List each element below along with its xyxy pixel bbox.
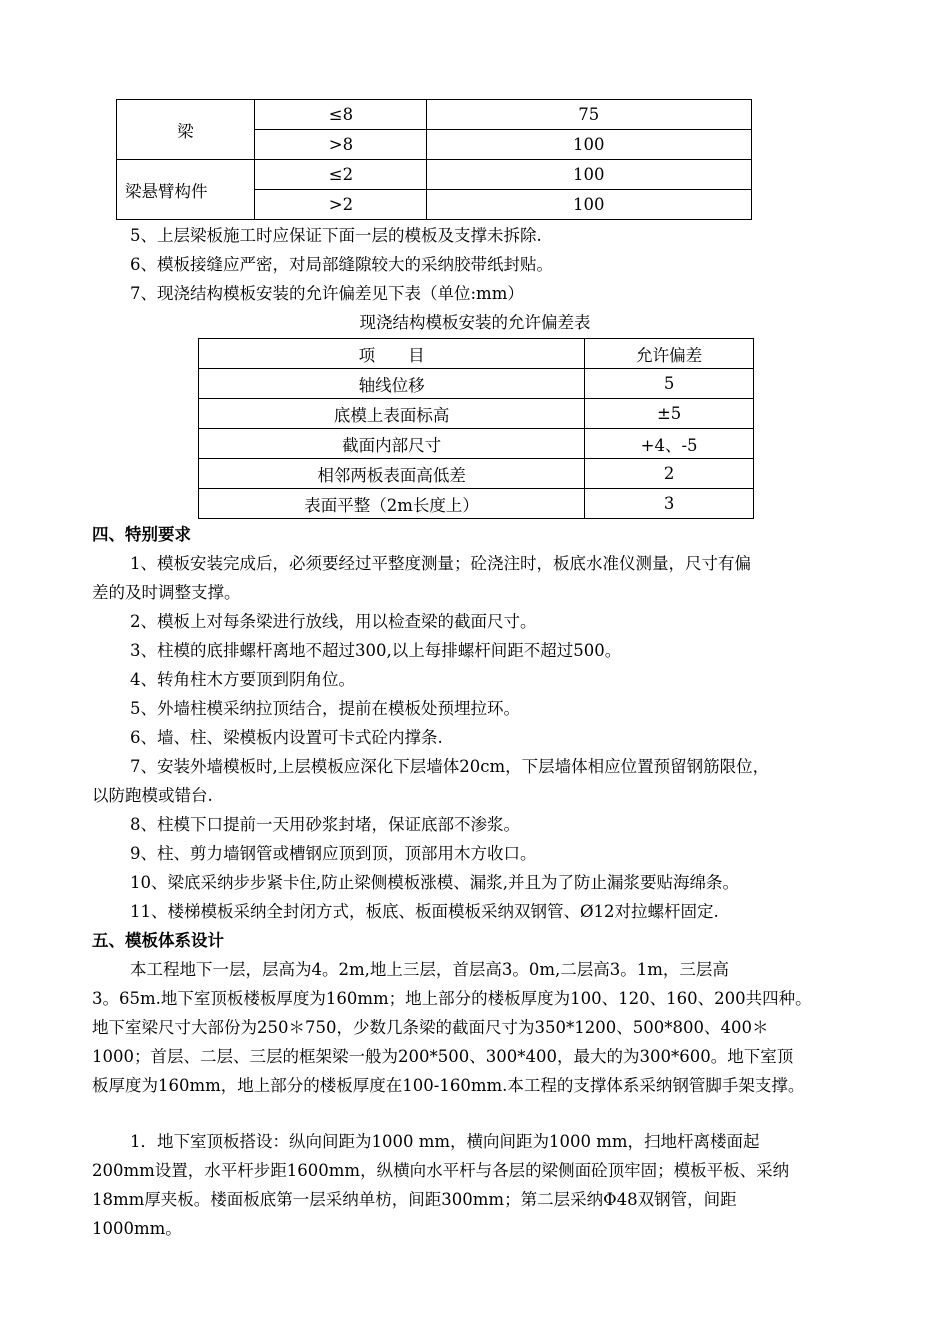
- item-cell: 底模上表面标高: [199, 399, 585, 429]
- paragraph-line: 1000；首层、二层、三层的框架梁一般为200*500、300*400，最大的为300*600。地下室顶: [92, 1047, 794, 1066]
- tolerance-cell: ±5: [585, 399, 754, 429]
- paragraph-line: 差的及时调整支撑。: [92, 583, 241, 602]
- paragraph-line: 10、梁底采纳步步紧卡住,防止梁侧模板涨模、漏浆,并且为了防止漏浆要贴海绵条。: [130, 873, 739, 892]
- header-item: 项 目: [199, 339, 585, 369]
- table-row: [199, 459, 754, 489]
- value-cell: 100: [426, 130, 751, 160]
- table-caption: 现浇结构模板安装的允许偏差表: [359, 313, 591, 332]
- paragraph-line: 8、柱模下口提前一天用砂浆封堵，保证底部不渗浆。: [130, 815, 520, 834]
- table-row: [199, 399, 754, 429]
- paragraph-line: 2、模板上对每条梁进行放线，用以检查梁的截面尺寸。: [130, 612, 537, 631]
- span-cell: ≤2: [254, 160, 426, 190]
- value-cell: 100: [426, 160, 751, 190]
- member-cell: 梁悬臂构件: [117, 160, 255, 220]
- section-heading: 五、模板体系设计: [92, 931, 224, 950]
- item-cell: 截面内部尺寸: [199, 429, 585, 459]
- span-cell: >8: [254, 130, 426, 160]
- paragraph-line: 1000mm。: [92, 1219, 182, 1238]
- table-row: [199, 489, 754, 519]
- spacing-table: [116, 99, 752, 220]
- span-cell: ≤8: [254, 100, 426, 130]
- paragraph-line: 6、墙、柱、梁模板内设置可卡式砼内撑条.: [130, 728, 443, 747]
- paragraph-line: 地下室梁尺寸大部份为250＊750，少数几条梁的截面尺寸为350*1200、500*800、400＊: [92, 1018, 769, 1037]
- value-cell: 100: [426, 190, 751, 220]
- item-cell: 相邻两板表面高低差: [199, 459, 585, 489]
- tolerance-cell: 3: [585, 489, 754, 519]
- deviation-table: [198, 338, 754, 519]
- paragraph-line: 1．地下室顶板搭设：纵向间距为1000 mm，横向间距为1000 mm，扫地杆离楼面起: [130, 1132, 760, 1151]
- value-cell: 75: [426, 100, 751, 130]
- header-tolerance: 允许偏差: [585, 339, 754, 369]
- item-cell: 表面平整（2m长度上）: [199, 489, 585, 519]
- table-header-row: [199, 339, 754, 369]
- section-heading: 四、特别要求: [92, 525, 191, 544]
- paragraph-line: 18mm厚夹板。楼面板底第一层采纳单枋，间距300mm；第二层采纳Φ48双钢管，间距: [92, 1190, 737, 1209]
- paragraph-line: 5、外墙柱模采纳拉顶结合，提前在模板处预埋拉环。: [130, 699, 520, 718]
- paragraph-line: 7、安装外墙模板时,上层模板应深化下层墙体20cm，下层墙体相应位置预留钢筋限位，: [130, 757, 770, 776]
- tolerance-cell: 2: [585, 459, 754, 489]
- table-row: [117, 100, 752, 130]
- paragraph-line: 以防跑模或错台.: [92, 786, 213, 805]
- table-row: [117, 160, 752, 190]
- tolerance-cell: +4、-5: [585, 429, 754, 459]
- paragraph-line: 11、楼梯模板采纳全封闭方式，板底、板面模板采纳双钢管、Ø12对拉螺杆固定.: [130, 902, 719, 921]
- paragraph-line: 200mm设置，水平杆步距1600mm，纵横向水平杆与各层的梁侧面砼顶牢固；模板平板、采纳: [92, 1161, 790, 1180]
- paragraph-line: 6、模板接缝应严密，对局部缝隙较大的采纳胶带纸封贴。: [130, 255, 553, 274]
- paragraph-line: 本工程地下一层，层高为4。2m,地上三层，首层高3。0m,二层高3。1m，三层高: [130, 960, 729, 979]
- tolerance-cell: 5: [585, 369, 754, 399]
- item-cell: 轴线位移: [199, 369, 585, 399]
- member-cell: 梁: [117, 100, 255, 160]
- paragraph-line: 5、上层梁板施工时应保证下面一层的模板及支撑未拆除.: [130, 226, 542, 245]
- paragraph-line: 3。65m.地下室顶板楼板厚度为160mm；地上部分的楼板厚度为100、120、160、200共四种。: [92, 989, 812, 1008]
- paragraph-line: 1、模板安装完成后，必须要经过平整度测量；砼浇注时，板底水准仪测量，尺寸有偏: [130, 554, 751, 573]
- paragraph-line: 4、转角柱木方要顶到阴角位。: [130, 670, 355, 689]
- table-row: [199, 429, 754, 459]
- span-cell: >2: [254, 190, 426, 220]
- paragraph-line: 7、现浇结构模板安装的允许偏差见下表（单位:mm）: [130, 284, 524, 303]
- table-row: [199, 369, 754, 399]
- paragraph-line: 9、柱、剪力墙钢管或槽钢应顶到顶，顶部用木方收口。: [130, 844, 537, 863]
- paragraph-line: 板厚度为160mm，地上部分的楼板厚度在100-160mm.本工程的支撑体系采纳钢管脚手架支撑。: [92, 1076, 805, 1095]
- paragraph-line: 3、柱模的底排螺杆离地不超过300,以上每排螺杆间距不超过500。: [130, 641, 622, 660]
